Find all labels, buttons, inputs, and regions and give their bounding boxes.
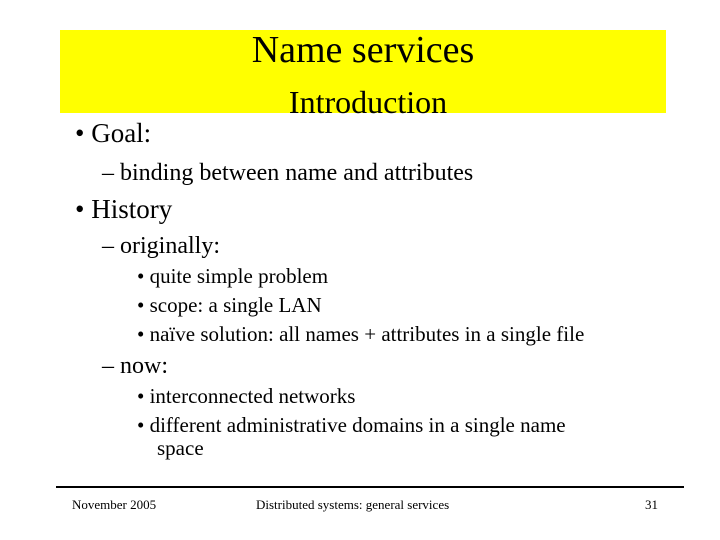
list-item: • scope: a single LAN (137, 293, 322, 317)
page-number: 31 (645, 497, 658, 512)
list-item: • quite simple problem (137, 264, 329, 288)
footer-course: Distributed systems: general services (256, 497, 450, 512)
bullet-now: – now: (102, 353, 168, 379)
list-item-continuation: space (157, 436, 204, 460)
list-item: • different administrative domains in a single name (137, 413, 566, 437)
bullet-goal-sub: – binding between name and attributes (102, 160, 474, 186)
footer-date: November 2005 (72, 497, 157, 512)
list-item: • interconnected networks (137, 384, 356, 408)
bullet-originally: – originally: (102, 233, 220, 259)
slide-title: Name services (251, 29, 475, 71)
bullet-goal: • Goal: (75, 118, 152, 148)
slide-subtitle: Introduction (288, 84, 448, 120)
list-item: • naïve solution: all names + attributes in a single file (137, 322, 585, 346)
footer-divider (56, 486, 684, 488)
bullet-history: • History (75, 194, 173, 224)
